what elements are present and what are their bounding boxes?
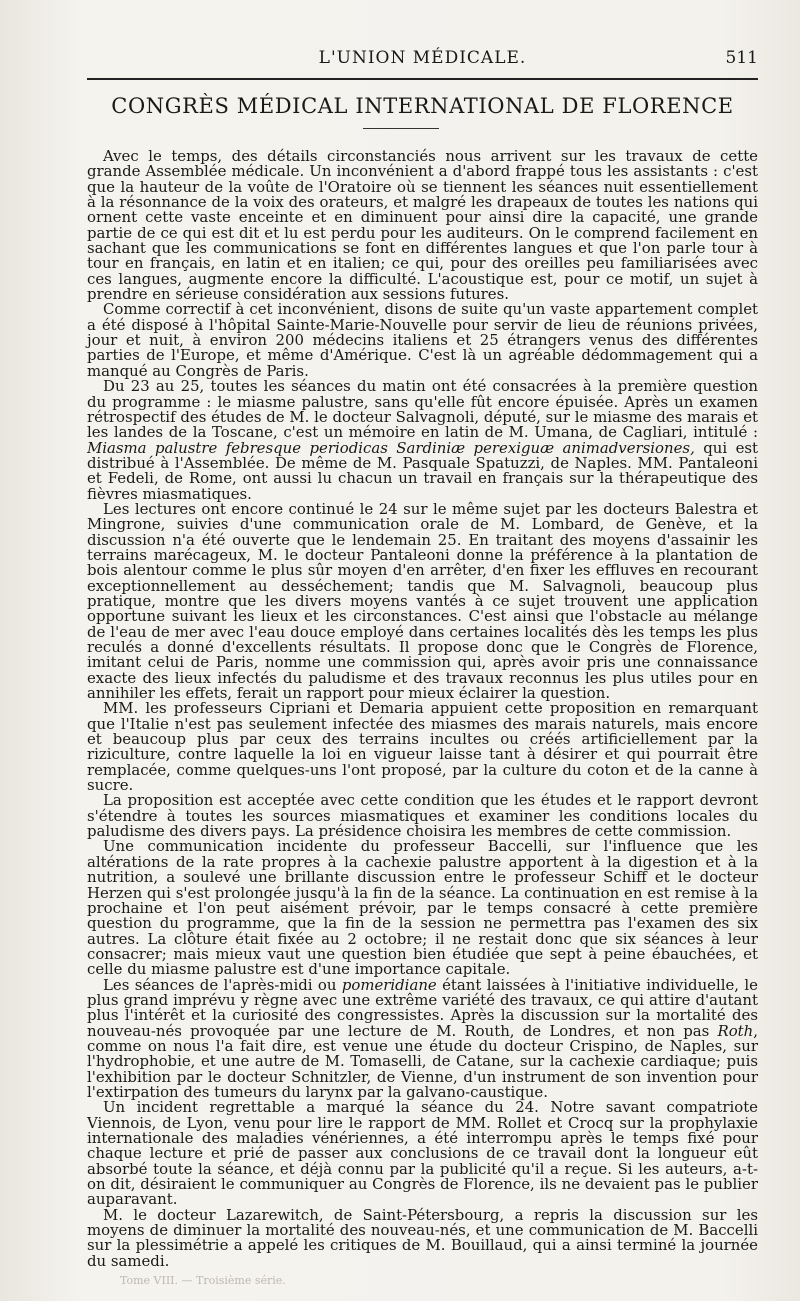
title-divider [363, 128, 439, 129]
running-title: L'UNION MÉDICALE. [318, 48, 527, 68]
header-rule [87, 78, 758, 80]
paragraph: Un incident regrettable a marqué la séance du 24. Notre savant compatriote Viennois, de Lyon, venu pour lire le rapport de MM. Rollet et Crocq sur la prophylaxie internationale des maladies vénériennes, a été interrompu après le temps fixé pour chaque lecture et prié de passer aux conclusions de ce travail dont la longueur eût absorbé toute la séance, et déjà connu par la publicité qu'il a reçue. Si les auteurs, a-t-on dit, désiraient le communiquer au Congrès de Florence, ils ne devaient pas le publier auparavant. [87, 1098, 758, 1209]
paragraph: Avec le temps, des détails circonstanciés nous arrivent sur les travaux de cette grande Assemblée médicale. Un inconvénient a d'abord frappé tous les assistants : c'est que la hauteur de la voûte de l'Oratoire où se tiennent les séances nuit essentiellement à la résonnance de la voix des orateurs, et malgré les drapeaux de toutes les nations qui ornent cette vaste enceinte et en diminuent pour ainsi dire la capacité, une grande partie de ce qui est dit et lu est perdu pour les auditeurs. On le comprend facilement en sachant que les communications se font en différentes langues et que l'on parle tour à tour en français, en latin et en italien; ce qui, pour des oreilles peu familiarisées avec ces langues, augmente encore la difficulté. L'acoustique est, pour ce motif, un sujet à prendre en sérieuse considération aux sessions futures. [87, 147, 758, 304]
paragraph-text: étant laissées à l'initiative individuelle, le plus grand imprévu y règne avec une extrême variété des travaux, ce qui attire d'autant plus l'intérêt et la curiosité des congressistes. Après la discussion sur la mortalité des nouveau-nés provoquée par une lecture de M. Routh, de Londres, et non pas [87, 975, 758, 1040]
page-number: 511 [725, 48, 758, 68]
paragraph-text: , comme on nous l'a fait dire, est venue une étude du docteur Crispino, de Naples, sur l'hydrophobie, et une autre de M. Tomaselli, de Catane, sur la cachexie cardiaque; puis l'exhibition par le docteur Schnitzler, de Vienne, d'un instrument de son invention pour l'extirpation des tumeurs du larynx par la galvano-caustique. [87, 1021, 758, 1101]
paragraph-text: Les séances de l'après-midi ou [103, 975, 342, 994]
italic-name: Roth [717, 1021, 754, 1040]
paragraph: Les lectures ont encore continué le 24 sur le même sujet par les docteurs Balestra et Mingrone, suivies d'une communication orale de M. Lombard, de Genève, et la discussion n'a été ouverte que le lendemain 25. En traitant des moyens d'assainir les terrains marécageux, M. le docteur Pantaleoni donne la préférence à la plantation de bois alentour comme le plus sûr moyen d'en arrêter, d'en fixer les effluves en recourant exceptionnellement au desséchement; tandis que M. Salvagnoli, beaucoup plus pratique, montre que les divers moyens vantés à ce sujet trouvent une application opportune suivant les lieux et les circonstances. C'est ainsi que l'obstacle au mélange de l'eau de mer avec l'eau douce employé dans certaines localités dès les temps les plus reculés a donné d'excellents résultats. Il propose donc que le Congrès de Florence, imitant celui de Paris, nomme une commission qui, après avoir pris une connaissance exacte des lieux infectés du paludisme et des travaux reconnus les plus utiles pour en annihiler les effets, ferait un rapport pour mieux éclairer la question. [87, 499, 758, 703]
latin-title: Miasma palustre febresque periodicas Sardiniæ perexiguæ animadversiones, [87, 438, 695, 457]
paragraph: Une communication incidente du professeur Baccelli, sur l'influence que les altérations de la rate propres à la cachexie palustre apportent à la digestion et à la nutrition, a soulevé une brillante discussion entre le professeur Schiff et le docteur Herzen qui s'est prolongée jusqu'à la fin de la séance. La continuation en est remise à la prochaine et l'on peut aisément prévoir, par le temps consacré à cette première question du programme, que la fin de la session ne permettra pas l'examen des six autres. La clôture était fixée au 2 octobre; il ne restait donc que six séances à leur consacrer; mais mieux vaut une question bien étudiée que sept à peine ébauchées, et celle du miasme palustre est d'une importance capitale. [87, 837, 758, 979]
page-header [87, 48, 758, 76]
paragraph: Comme correctif à cet inconvénient, disons de suite qu'un vaste appartement complet a été disposé à l'hôpital Sainte-Marie-Nouvelle pour servir de lieu de réunions privées, jour et nuit, à environ 200 médecins italiens et 25 étrangers venus des différentes parties de l'Europe, et même d'Amérique. C'est là un agréable dédommagement qui a manqué au Congrès de Paris. [87, 300, 758, 380]
paragraph-text: qui est distribué à l'Assemblée. De même de M. Pasquale Spatuzzi, de Naples. MM. Pantaleoni et Fedeli, de Rome, ont aussi lu chacun un travail en français sur la thérapeutique des fièvres miasmatiques. [87, 438, 759, 503]
volume-signature: Tome VIII. — Troisième série. [120, 1274, 286, 1287]
italic-term: pomeridiane [341, 975, 437, 994]
paragraph: La proposition est acceptée avec cette condition que les études et le rapport devront s'étendre à toutes les sources miasmatiques et examiner les conditions locales du paludisme des divers pays. La présidence choisira les membres de cette commission. [87, 791, 758, 841]
article-body [87, 149, 758, 1269]
paragraph: M. le docteur Lazarewitch, de Saint-Pétersbourg, a repris la discussion sur les moyens de diminuer la mortalité des nouveau-nés, et une communication de M. Baccelli sur la plessimétrie a appelé les critiques de M. Bouillaud, qui a ainsi terminé la journée du samedi. [87, 1205, 758, 1270]
paragraph: MM. les professeurs Cipriani et Demaria appuient cette proposition en remarquant que l'Italie n'est pas seulement infectée des miasmes des marais naturels, mais encore et beaucoup plus par ceux des terrains incultes ou créés artificiellement par la riziculture, contre laquelle la loi en vigueur laisse tant à désirer et qui pourrait être remplacée, comme quelques-uns l'ont proposé, par la culture du coton et de la canne à sucre. [87, 699, 758, 795]
paragraph-text: Du 23 au 25, toutes les séances du matin ont été consacrées à la première question du programme : le miasme palustre, sans qu'elle fût encore épuisée. Après un examen rétrospectif des études de M. le docteur Salvagnoli, député, sur le miasme des marais et les landes de la Toscane, c'est un mémoire en latin de M. Umana, de Cagliari, intitulé : [87, 377, 758, 442]
article-title: CONGRÈS MÉDICAL INTERNATIONAL DE FLORENCE [111, 94, 734, 118]
paragraph [87, 379, 758, 502]
paragraph [87, 975, 758, 1101]
